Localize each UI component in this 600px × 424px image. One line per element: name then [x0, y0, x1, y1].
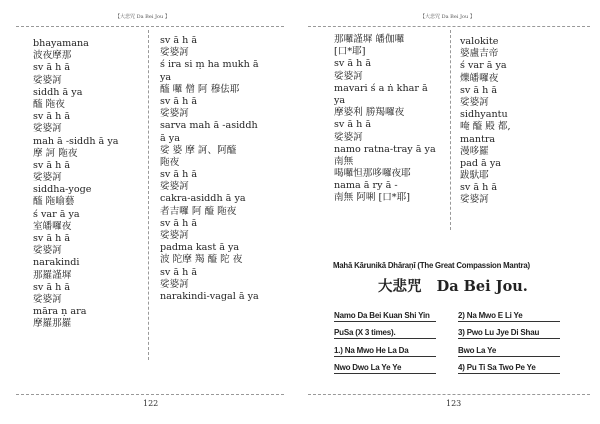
right-page	[300, 0, 600, 424]
text-column-1	[33, 38, 118, 331]
text-line: 南無 阿唎 [口*耶]	[334, 192, 410, 204]
text-line: 醯 陁夜	[33, 98, 65, 110]
text-line: sv ā h ā	[33, 62, 71, 74]
column-divider	[450, 30, 451, 230]
text-column-2	[160, 35, 259, 303]
text-line: 唵 醯 殿 都,	[460, 121, 511, 133]
text-column-2	[460, 36, 511, 207]
line-underline	[458, 338, 560, 339]
text-line: 波 陀摩 羯 醯 陀 夜	[160, 254, 243, 266]
header-rule	[16, 26, 284, 27]
text-line: ś var ā ya	[460, 60, 507, 72]
mantra-line: 4) Pu Ti Sa Two Pe Ye	[458, 363, 536, 372]
text-line: cakra-asiddh ā ya	[160, 193, 246, 205]
text-line: 波夜摩那	[33, 50, 72, 62]
text-line: sv ā h ā	[160, 217, 198, 229]
text-line: sv ā h ā	[33, 111, 71, 123]
text-line: 娑婆訶	[33, 123, 62, 135]
text-line: 娑婆訶	[33, 293, 62, 305]
line-underline	[458, 373, 560, 374]
mantra-line: 3) Pwo Lu Jye Di Shau	[458, 328, 540, 337]
text-line: sv ā h ā	[33, 159, 71, 171]
text-line: sv ā h ā	[334, 119, 372, 131]
text-line: [口*耶]	[334, 46, 366, 58]
text-line: ś var ā ya	[33, 208, 80, 220]
text-line: ya	[334, 94, 346, 106]
text-line: māra ṇ ara	[33, 306, 87, 318]
page-number: 122	[143, 399, 159, 408]
mantra-line: Namo Da Bei Kuan Shi Yin	[334, 311, 430, 320]
text-line: 娑婆訶	[334, 131, 363, 143]
text-line: 摩 訶 陁夜	[33, 147, 78, 159]
mantra-line: 1.) Na Mwo He La Da	[334, 346, 409, 355]
header-rule	[308, 26, 590, 27]
mantra-title-chinese: 大悲咒	[378, 278, 422, 295]
text-line: 南無	[334, 155, 354, 167]
text-line: sarva mah ā -asiddh	[160, 120, 258, 132]
text-line: ś ira si ṃ ha mukh ā	[160, 59, 259, 71]
mantra-line: 2) Na Mwo E Li Ye	[458, 311, 523, 320]
line-underline	[458, 356, 560, 357]
text-line: 跋馱耶	[460, 170, 489, 182]
text-line: 漫哆羅	[460, 145, 489, 157]
line-underline	[458, 321, 560, 322]
text-line: valokite	[460, 36, 499, 47]
footer-rule	[308, 394, 590, 395]
text-line: sv ā h ā	[160, 95, 198, 107]
text-line: siddha-yoge	[33, 184, 92, 196]
text-line: siddh ā ya	[33, 86, 83, 98]
text-line: sv ā h ā	[460, 84, 498, 96]
mantra-title-romanized: Da Bei Jou.	[436, 278, 528, 295]
text-line: 醯 囉 僧 阿 穆佉耶	[160, 83, 240, 95]
text-line: 者吉囉 阿 醯 陁夜	[160, 205, 237, 217]
text-line: 娑婆訶	[33, 245, 62, 257]
text-line: padma kast ā ya	[160, 242, 240, 254]
text-line: 室皤囉夜	[33, 220, 72, 232]
text-line: mavari ś a ṅ khar ā	[334, 82, 428, 94]
text-line: 那羅謹墀	[33, 269, 72, 281]
text-line: 喝囉怛那哆囉夜耶	[334, 168, 411, 180]
text-line: namo ratna-tray ā ya	[334, 143, 436, 155]
running-header: 【大悲咒 Da Bei Jou 】	[420, 14, 475, 20]
text-line: 娑婆訶	[160, 47, 189, 59]
line-underline	[334, 338, 436, 339]
text-line: sv ā h ā	[160, 35, 198, 46]
text-line: pad ā ya	[460, 157, 501, 169]
text-line: nama ā ry ā -	[334, 180, 398, 192]
text-line: 娑婆訶	[33, 172, 62, 184]
text-line: sidhyantu	[460, 109, 508, 121]
text-line: 娑婆訶	[460, 96, 489, 108]
text-line: sv ā h ā	[160, 266, 198, 278]
text-column-1	[334, 34, 436, 205]
text-line: mantra	[460, 133, 496, 145]
line-underline	[334, 321, 436, 322]
text-line: bhayamana	[33, 38, 89, 49]
text-line: 娑 婆 摩 訶、阿醯	[160, 144, 237, 156]
text-line: sv ā h ā	[460, 182, 498, 194]
line-underline	[334, 373, 436, 374]
text-line: 摩婆利 勝羯囉夜	[334, 107, 405, 119]
text-line: narakindi-vagal ā ya	[160, 290, 259, 302]
footer-rule	[16, 394, 284, 395]
text-line: sv ā h ā	[33, 281, 71, 293]
line-underline	[334, 356, 436, 357]
text-line: 娑婆訶	[334, 70, 363, 82]
text-line: 婆盧吉帝	[460, 48, 499, 60]
text-line: 娑婆訶	[160, 278, 189, 290]
text-line: narakindi	[33, 257, 80, 269]
text-line: sv ā h ā	[334, 58, 372, 70]
mantra-line: PuSa (X 3 times).	[334, 328, 396, 337]
text-line: 娑婆訶	[160, 181, 189, 193]
text-line: mah ā -siddh ā ya	[33, 135, 119, 147]
text-line: sv ā h ā	[160, 169, 198, 181]
running-header: 【大悲咒 Da Bei Jou 】	[115, 14, 170, 20]
column-divider	[148, 30, 149, 360]
mantra-line: Bwo La Ye	[458, 346, 497, 355]
text-line: 娑婆訶	[160, 230, 189, 241]
text-line: 娑婆訶	[460, 194, 489, 206]
mantra-line: Nwo Dwo La Ye Ye	[334, 363, 402, 372]
text-line: 摩羅那羅	[33, 318, 72, 330]
text-line: ya	[160, 71, 172, 83]
text-line: 醯 陁喻藝	[33, 196, 75, 208]
mantra-subtitle: Mahā Kārunikā Dhāraṇī (The Great Compassion Mantra)	[333, 261, 530, 270]
mantra-title	[378, 275, 528, 296]
text-line: 娑婆訶	[160, 108, 189, 120]
text-line: 陁夜	[160, 156, 180, 168]
text-line: ā ya	[160, 132, 180, 144]
text-line: sv ā h ā	[33, 233, 71, 244]
text-line: 娑婆訶	[33, 74, 62, 86]
page-number: 123	[446, 399, 462, 408]
text-line: 爍皤囉夜	[460, 72, 499, 84]
text-line: 那囉謹墀 皤伽囉	[334, 34, 405, 45]
